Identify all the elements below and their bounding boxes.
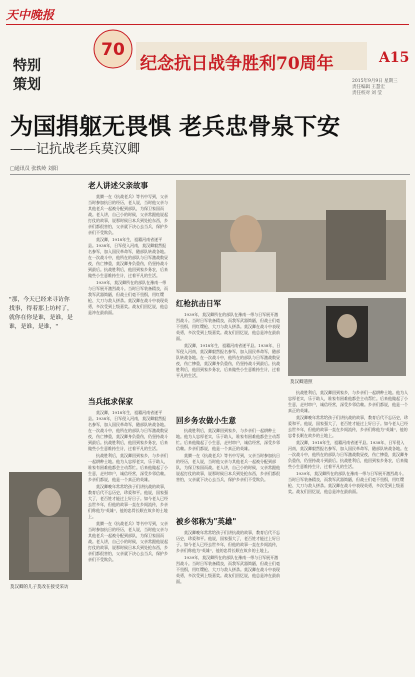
body-column-2	[176, 312, 282, 412]
section-title-5: 被乡邻称为"英雄"	[176, 517, 237, 526]
photo-caption-right: 莫汉卿遗照	[290, 380, 313, 385]
paragraph: 莫汉卿晚年常常给孩子们讲抗战的故事，教育后代不忘历史，珍爱和平。他说，国家强大了，老百姓才能过上好日子。如今老人已经去世多年，但他的故事一直在乡间流传，乡亲们称他为"英雄"，他的忠骨长眠在故乡的土地上。	[88, 484, 168, 519]
paragraph: 莫腾一在《抗战老兵》等书中写到，父亲当时参加抗日的经历，老人说，当时他父亲与其他老兵一起被分配到部队，为保卫家国而战。老人讲，自己小的时候，父亲常跟他说起打仗的故事，说那时候日本兵到处抢东西，乡亲们都很害怕，父亲就下决心去当兵，保护乡亲们不受欺负。	[176, 453, 280, 482]
paragraph: 1939年，莫汉卿所在的部队在豫南一带与日军展开激烈战斗。当时日军装备精良，而我军武器简陋，但战士们毫不畏惧，用红缨枪、大刀与敌人拼杀。莫汉卿在战斗中表现英勇，多次受到上级嘉奖。战友们回忆说，他总是冲在最前面。	[176, 555, 280, 584]
paragraph: 莫腾一在《抗战老兵》等书中写到，父亲当时参加抗日的经历，老人说，当时他父亲与其他老兵一起被分配到部队，为保卫家国而战。老人讲，自己小的时候，父亲常跟他说起打仗的故事，说那时候日本兵到处抢东西，乡亲们都很害怕，父亲就下决心去当兵，保护乡亲们不受欺负。	[88, 194, 168, 235]
top-rule	[6, 24, 409, 25]
paragraph: 抗战胜利后，莫汉卿回到家乡，与乡亲们一起耕种土地。他为人忠厚老实，乐于助人，谁家有困难他都会主动帮忙。后来他做起了小生意，走村串户，诚信经营，深受乡邻信赖。乡亲们都说，他是一个真正的英雄。	[288, 390, 408, 413]
photo-caption-left: 莫汉卿的儿子莫改在接受采访	[10, 585, 69, 590]
section-tag-line2: 策划	[13, 77, 41, 93]
editor-line: 责任编辑 王慧宏	[352, 85, 385, 90]
paragraph: 莫汉卿，1918年生，祖籍河南省遂平县。1938年，日军侵入河南，莫汉卿毅然报名参军，加入国民革命军，随部队转战各地。在一次战斗中，他所在的部队与日军激战数昼夜，伤亡惨重，莫汉卿身负重伤，仍坚持战斗到最后。抗战胜利后，他回到家乡务农，后来做些小生意维持生计，过着平凡的生活。	[88, 410, 168, 451]
main-photo	[176, 180, 406, 292]
paragraph: 莫汉卿，1918年生，祖籍河南省遂平县。1938年，日军侵入河南，莫汉卿毅然报名参军，加入国民革命军，随部队转战各地。在一次战斗中，他所在的部队与日军激战数昼夜，伤亡惨重，莫汉卿身负重伤，仍坚持战斗到最后。抗战胜利后，他回到家乡务农，后来做些小生意维持生计，过着平凡的生活。	[88, 237, 168, 278]
subhead: ——记抗战老兵莫汉卿	[10, 142, 141, 157]
section-title-4: 回乡务农做小生意	[176, 416, 236, 425]
photo-placeholder-icon	[9, 472, 82, 580]
paragraph: 莫汉卿晚年常常给孩子们讲抗战的故事，教育后代不忘历史，珍爱和平。他说，国家强大了，老百姓才能过上好日子。如今老人已经去世多年，但他的故事一直在乡间流传，乡亲们称他为"英雄"，他的忠骨长眠在故乡的土地上。	[288, 415, 408, 438]
section-tag	[8, 57, 46, 95]
masthead: 天中晚报	[6, 8, 55, 22]
paragraph: 莫汉卿，1918年生，祖籍河南省遂平县。1938年，日军侵入河南，莫汉卿毅然报名参军，加入国民革命军，随部队转战各地。在一次战斗中，他所在的部队与日军激战数昼夜，伤亡惨重，莫汉卿身负重伤，仍坚持战斗到最后。抗战胜利后，他回到家乡务农，后来做些小生意维持生计，过着平凡的生活。	[176, 343, 281, 378]
anniversary-70-logo	[92, 28, 134, 70]
paragraph: 1939年，莫汉卿所在的部队在豫南一带与日军展开激烈战斗。当时日军装备精良，而我军武器简陋，但战士们毫不畏惧，用红缨枪、大刀与敌人拼杀。莫汉卿在战斗中表现英勇，多次受到上级嘉奖。战友们回忆说，他总是冲在最前面。	[176, 312, 280, 341]
paragraph: 1939年，莫汉卿所在的部队在豫南一带与日军展开激烈战斗。当时日军装备精良，而我军武器简陋，但战士们毫不畏惧，用红缨枪、大刀与敌人拼杀。莫汉卿在战斗中表现英勇，多次受到上级嘉奖。战友们回忆说，他总是冲在最前面。	[288, 471, 407, 494]
section-title-1: 老人讲述父亲故事	[88, 181, 148, 190]
body-column-2b	[176, 428, 282, 513]
date-info	[352, 79, 412, 97]
body-column-2c	[176, 530, 282, 675]
paragraph: 莫汉卿，1918年生，祖籍河南省遂平县。1938年，日军侵入河南，莫汉卿毅然报名参军，加入国民革命军，随部队转战各地。在一次战斗中，他所在的部队与日军激战数昼夜，伤亡惨重，莫汉卿身负重伤，仍坚持战斗到最后。抗战胜利后，他回到家乡务农，后来做些小生意维持生计，过着平凡的生活。	[288, 440, 408, 469]
headline: 为国捐躯无畏惧 老兵忠骨泉下安	[10, 113, 341, 140]
body-column-3	[288, 390, 408, 675]
proofreader-line: 责任校对 刘 莹	[352, 91, 382, 96]
section-title-2: 当兵抵求保家	[88, 397, 133, 406]
main-photo-image	[176, 180, 406, 292]
body-column-1	[88, 194, 170, 394]
section-title-3: 红枪抗击日军	[176, 299, 221, 308]
paragraph: 莫汉卿晚年常常给孩子们讲抗战的故事，教育后代不忘历史，珍爱和平。他说，国家强大了，老百姓才能过上好日子。如今老人已经去世多年，但他的故事一直在乡间流传，乡亲们称他为"英雄"，他的忠骨长眠在故乡的土地上。	[176, 530, 280, 553]
svg-text:70: 70	[101, 40, 125, 60]
old-soldier-photo-left	[9, 472, 82, 580]
portrait-photo-image	[288, 298, 406, 376]
portrait-photo	[288, 298, 406, 376]
body-column-1b	[88, 410, 170, 675]
headline-divider	[10, 174, 410, 175]
section-tag-line1: 特别	[13, 58, 41, 74]
byline: □通讯员 张轶岭 刘阳	[10, 166, 58, 172]
paragraph: 抗战胜利后，莫汉卿回到家乡，与乡亲们一起耕种土地。他为人忠厚老实，乐于助人，谁家有困难他都会主动帮忙。后来他做起了小生意，走村串户，诚信经营，深受乡邻信赖。乡亲们都说，他是一个真正的英雄。	[176, 428, 280, 451]
pull-quote: "那，今天已经来寻访你找事，得着那上坊村了，就你在你是谁，是谁，是谁，是谁，是谁，"	[9, 297, 73, 330]
date-line: 2015年9月9日 星期三	[352, 79, 398, 84]
paragraph: 抗战胜利后，莫汉卿回到家乡，与乡亲们一起耕种土地。他为人忠厚老实，乐于助人，谁家有困难他都会主动帮忙。后来他做起了小生意，走村串户，诚信经营，深受乡邻信赖。乡亲们都说，他是一个真正的英雄。	[88, 453, 168, 482]
paragraph: 1939年，莫汉卿所在的部队在豫南一带与日军展开激烈战斗。当时日军装备精良，而我军武器简陋，但战士们毫不畏惧，用红缨枪、大刀与敌人拼杀。莫汉卿在战斗中表现英勇，多次受到上级嘉奖。战友们回忆说，他总是冲在最前面。	[88, 280, 168, 315]
paragraph: 莫腾一在《抗战老兵》等书中写到，父亲当时参加抗日的经历，老人说，当时他父亲与其他老兵一起被分配到部队，为保卫家国而战。老人讲，自己小的时候，父亲常跟他说起打仗的故事，说那时候日本兵到处抢东西，乡亲们都很害怕，父亲就下决心去当兵，保护乡亲们不受欺负。	[88, 521, 168, 562]
page-number: A15	[379, 50, 410, 66]
anniversary-banner: 纪念抗日战争胜利70周年	[140, 54, 334, 74]
